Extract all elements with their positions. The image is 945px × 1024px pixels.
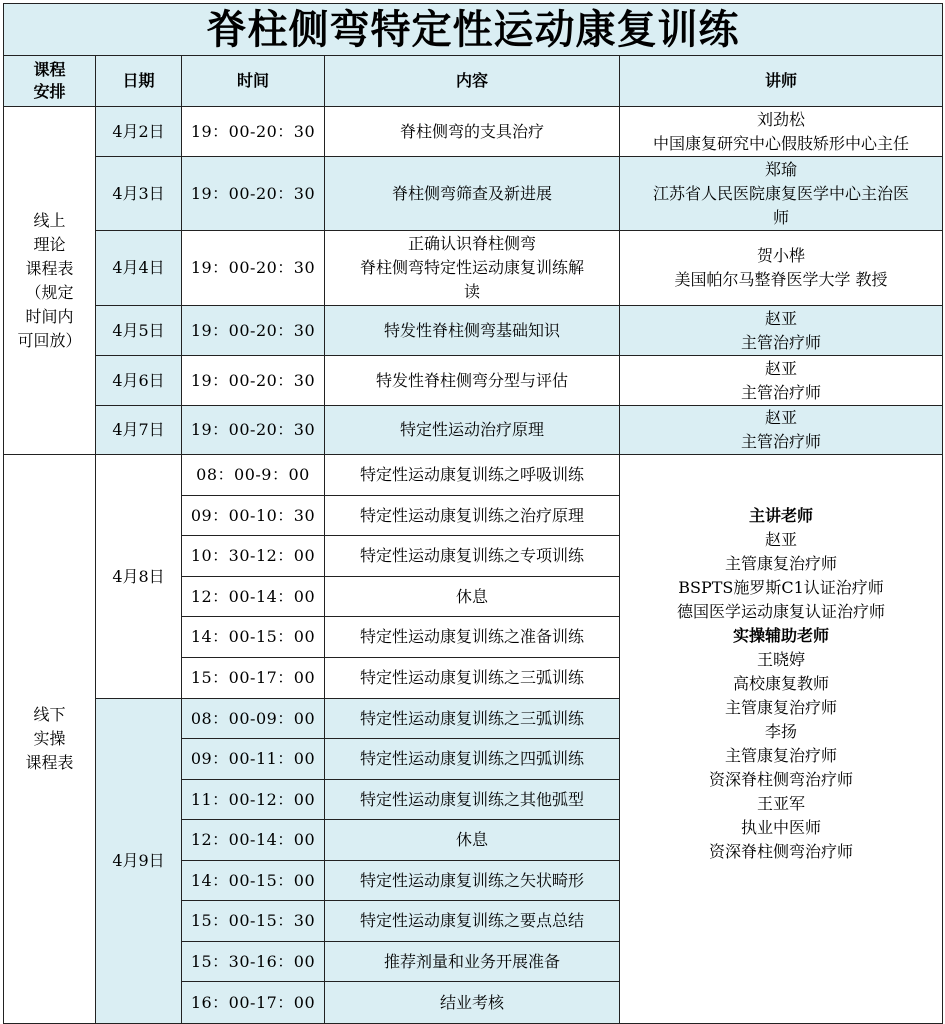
- offline-section-label: 线下 实操 课程表: [4, 455, 96, 1024]
- teacher-line: 资深脊柱侧弯治疗师: [708, 842, 853, 861]
- lecturer-cell: 刘劲松 中国康复研究中心假肢矫形中心主任: [620, 107, 943, 157]
- content-cell: 特定性运动康复训练之三弧训练: [325, 658, 620, 699]
- content-cell: 特定性运动康复训练之三弧训练: [325, 699, 620, 739]
- time-cell: 09：00-11：00: [182, 739, 325, 780]
- teacher-line: 王晓婷: [756, 650, 805, 669]
- time-cell: 15：00-15：30: [182, 901, 325, 942]
- teacher-line: 高校康复教师: [732, 674, 829, 693]
- content-cell: 脊柱侧弯筛查及新进展: [325, 157, 620, 231]
- content-cell: 推荐剂量和业务开展准备: [325, 942, 620, 982]
- time-cell: 14：00-15：00: [182, 617, 325, 658]
- time-cell: 19：00-20：30: [182, 356, 325, 406]
- time-cell: 19：00-20：30: [182, 231, 325, 306]
- time-cell: 19：00-20：30: [182, 107, 325, 157]
- content-cell: 特定性运动治疗原理: [325, 406, 620, 455]
- table-row: [4, 406, 943, 455]
- content-cell: 特定性运动康复训练之其他弧型: [325, 780, 620, 820]
- date-cell: 4月3日: [96, 157, 182, 231]
- content-cell: 特发性脊柱侧弯分型与评估: [325, 356, 620, 406]
- header-content: 内容: [325, 56, 620, 107]
- content-cell: 特定性运动康复训练之要点总结: [325, 901, 620, 942]
- teacher-line: 主管康复治疗师: [724, 746, 837, 765]
- table-row: [4, 107, 943, 157]
- date-cell: 4月4日: [96, 231, 182, 306]
- time-cell: 08：00-9：00: [182, 455, 325, 496]
- lecturer-cell: 赵亚 主管治疗师: [620, 406, 943, 455]
- course-schedule-table: [3, 3, 943, 1024]
- time-cell: 19：00-20：30: [182, 157, 325, 231]
- teachers-cell: [620, 455, 943, 1024]
- teacher-role-heading: 实操辅助老师: [732, 626, 829, 645]
- time-cell: 10：30-12：00: [182, 536, 325, 577]
- lecturer-cell: 赵亚 主管治疗师: [620, 306, 943, 356]
- time-cell: 14：00-15：00: [182, 861, 325, 901]
- content-cell: 特发性脊柱侧弯基础知识: [325, 306, 620, 356]
- table-row: [4, 157, 943, 231]
- teacher-role-heading: 主讲老师: [748, 506, 813, 525]
- online-section-label: 线上 理论 课程表 （规定 时间内 可回放）: [4, 107, 96, 455]
- time-cell: 09：00-10：30: [182, 496, 325, 536]
- header-arrangement: 课程 安排: [4, 56, 96, 107]
- teacher-line: 执业中医师: [740, 818, 821, 837]
- content-cell: 特定性运动康复训练之呼吸训练: [325, 455, 620, 496]
- content-cell: 休息: [325, 577, 620, 617]
- date-cell: 4月7日: [96, 406, 182, 455]
- content-cell: 休息: [325, 820, 620, 861]
- content-cell: 正确认识脊柱侧弯 脊柱侧弯特定性运动康复训练解 读: [325, 231, 620, 306]
- header-lecturer: 讲师: [620, 56, 943, 107]
- time-cell: 11：00-12：00: [182, 780, 325, 820]
- content-cell: 特定性运动康复训练之专项训练: [325, 536, 620, 577]
- header-time: 时间: [182, 56, 325, 107]
- header-row: [4, 56, 943, 107]
- teacher-line: 王亚军: [756, 794, 805, 813]
- date-cell: 4月5日: [96, 306, 182, 356]
- teachers-list: [620, 504, 942, 864]
- content-cell: 特定性运动康复训练之四弧训练: [325, 739, 620, 780]
- table-row: [4, 455, 943, 496]
- teacher-line: 李扬: [764, 722, 797, 741]
- content-cell: 特定性运动康复训练之矢状畸形: [325, 861, 620, 901]
- date-cell: 4月6日: [96, 356, 182, 406]
- date-cell: 4月2日: [96, 107, 182, 157]
- teacher-line: 赵亚: [764, 530, 797, 549]
- time-cell: 19：00-20：30: [182, 306, 325, 356]
- table-row: [4, 306, 943, 356]
- header-date: 日期: [96, 56, 182, 107]
- teacher-line: 资深脊柱侧弯治疗师: [708, 770, 853, 789]
- content-cell: 结业考核: [325, 982, 620, 1024]
- time-cell: 15：30-16：00: [182, 942, 325, 982]
- time-cell: 12：00-14：00: [182, 820, 325, 861]
- teacher-line: 主管康复治疗师: [724, 698, 837, 717]
- page-title: 脊柱侧弯特定性运动康复训练: [4, 4, 943, 56]
- content-cell: 脊柱侧弯的支具治疗: [325, 107, 620, 157]
- lecturer-cell: 贺小桦 美国帕尔马整脊医学大学 教授: [620, 231, 943, 306]
- time-cell: 12：00-14：00: [182, 577, 325, 617]
- content-cell: 特定性运动康复训练之治疗原理: [325, 496, 620, 536]
- table-row: [4, 356, 943, 406]
- date-cell: 4月8日: [96, 455, 182, 699]
- teacher-line: 德国医学运动康复认证治疗师: [676, 602, 885, 621]
- teacher-line: BSPTS施罗斯C1认证治疗师: [678, 578, 884, 597]
- time-cell: 15：00-17：00: [182, 658, 325, 699]
- table-row: [4, 231, 943, 306]
- time-cell: 16：00-17：00: [182, 982, 325, 1024]
- date-cell: 4月9日: [96, 699, 182, 1024]
- lecturer-cell: 赵亚 主管治疗师: [620, 356, 943, 406]
- time-cell: 08：00-09：00: [182, 699, 325, 739]
- time-cell: 19：00-20：30: [182, 406, 325, 455]
- lecturer-cell: 郑瑜 江苏省人民医院康复医学中心主治医 师: [620, 157, 943, 231]
- content-cell: 特定性运动康复训练之准备训练: [325, 617, 620, 658]
- teacher-line: 主管康复治疗师: [724, 554, 837, 573]
